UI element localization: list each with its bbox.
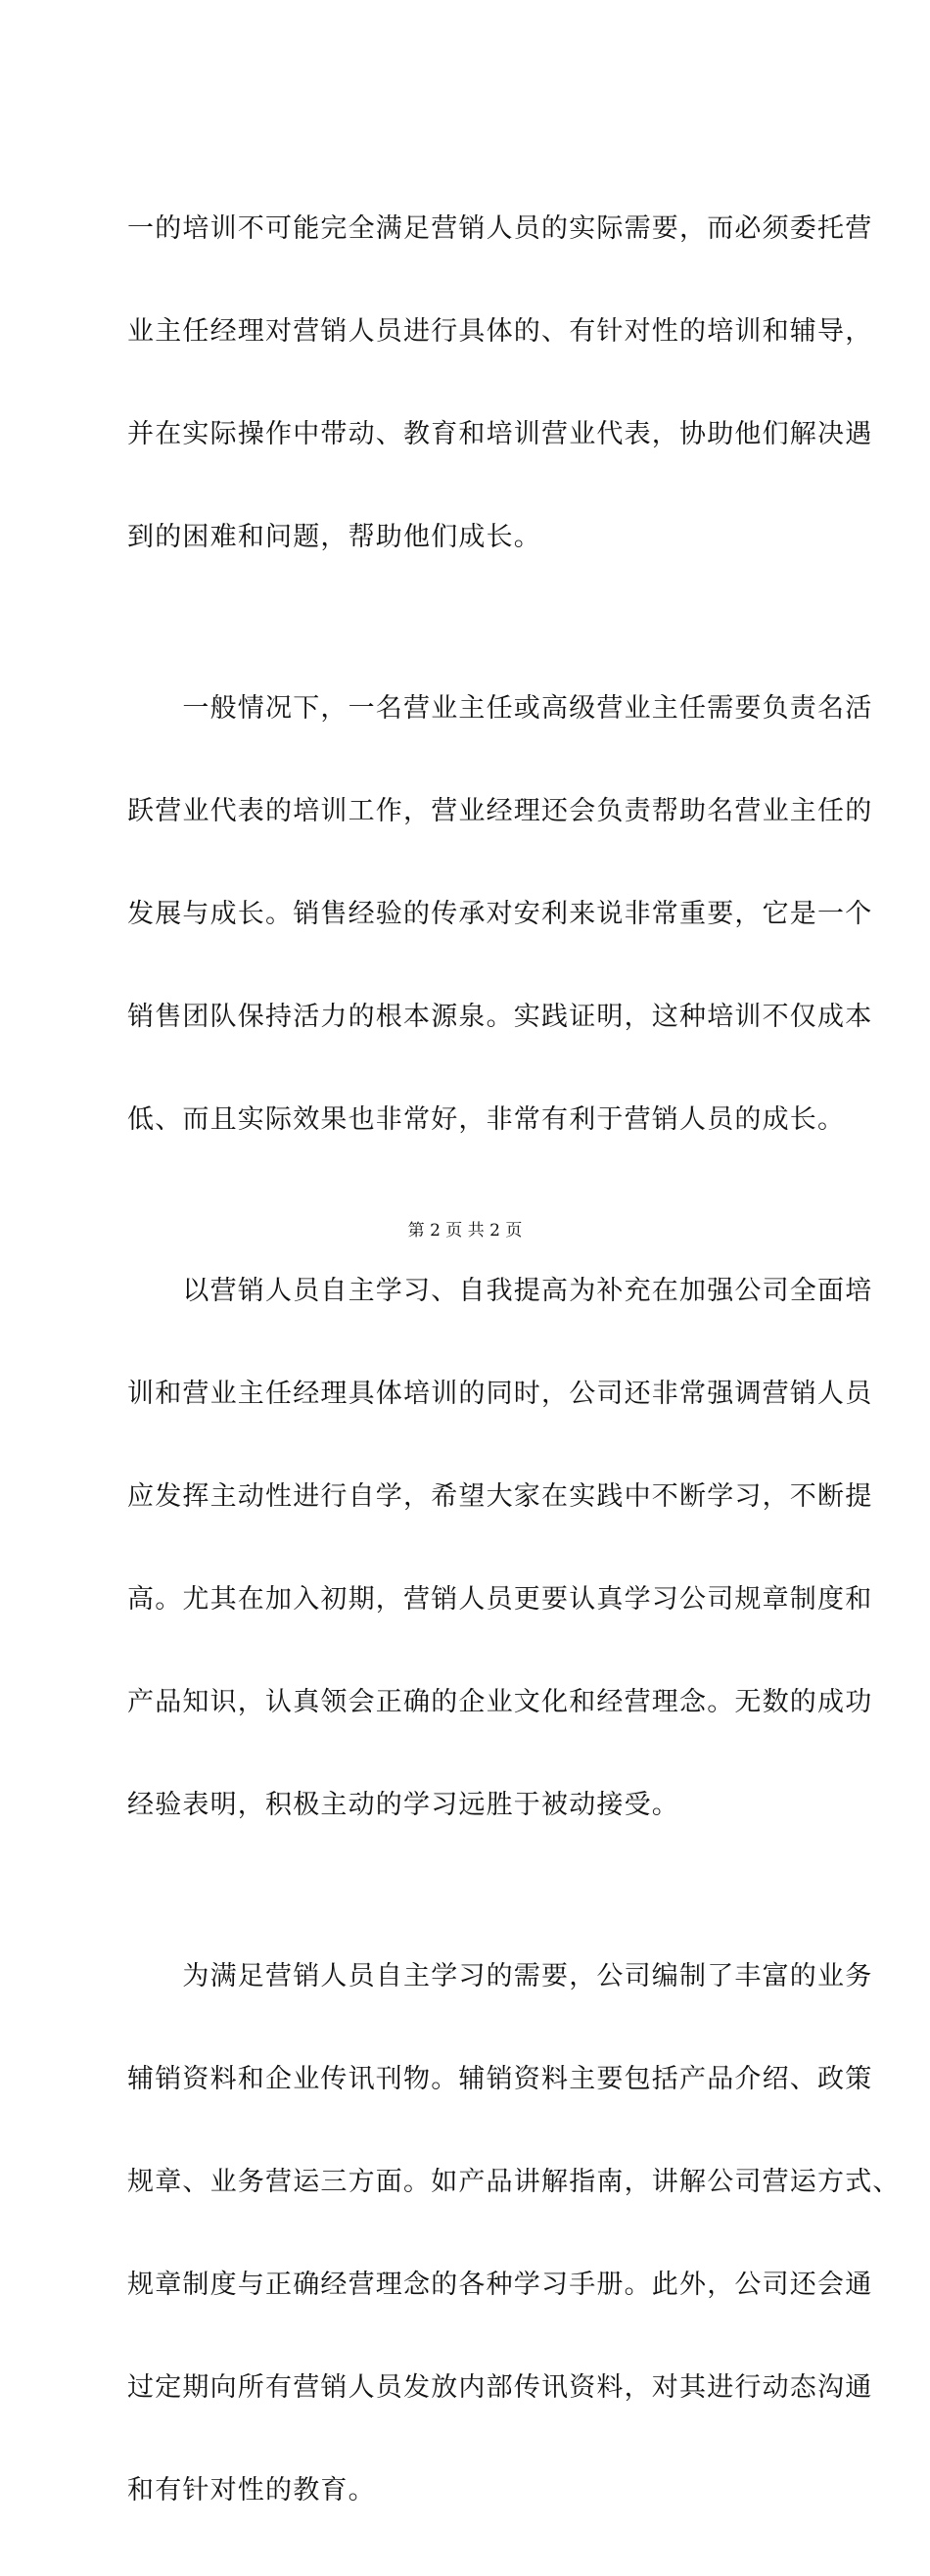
text-line: 销售团队保持活力的根本源泉。实践证明，这种培训不仅成本: [127, 1002, 873, 1032]
text-line: 为满足营销人员自主学习的需要，公司编制了丰富的业务: [127, 1961, 873, 1991]
paragraph-3: [127, 1205, 873, 1891]
text-line: 和有针对性的教育。: [127, 2475, 376, 2506]
paragraph-4: [127, 1891, 901, 2576]
page-number-footer: 第 2 页 共 2 页: [407, 1221, 523, 1241]
text-line: 跃营业代表的培训工作，营业经理还会负责帮助名营业主任的: [127, 796, 873, 826]
document-body: [127, 143, 901, 2576]
text-line: 低、而且实际效果也非常好，非常有利于营销人员的成长。: [127, 1104, 846, 1135]
text-line: 高。尤其在加入初期，营销人员更要认真学习公司规章制度和: [127, 1584, 873, 1615]
text-line: 经验表明，积极主动的学习远胜于被动接受。: [127, 1790, 679, 1820]
text-line: 训和营业主任经理具体培训的同时，公司还非常强调营销人员: [127, 1379, 873, 1409]
text-line: 并在实际操作中带动、教育和培训营业代表，协助他们解决遇: [127, 419, 873, 449]
text-line: 规章制度与正确经营理念的各种学习手册。此外，公司还会通: [127, 2270, 873, 2300]
text-line: 应发挥主动性进行自学，希望大家在实践中不断学习，不断提: [127, 1481, 873, 1512]
text-line: 产品知识，认真领会正确的企业文化和经营理念。无数的成功: [127, 1687, 873, 1717]
text-line: 业主任经理对营销人员进行具体的、有针对性的培训和辅导，: [127, 316, 873, 347]
paragraph-1: [127, 143, 873, 623]
text-line: 过定期向所有营销人员发放内部传讯资料，对其进行动态沟通: [127, 2372, 873, 2403]
text-line: 规章、业务营运三方面。如产品讲解指南，讲解公司营运方式、: [127, 2167, 901, 2197]
text-line: 到的困难和问题，帮助他们成长。: [127, 522, 541, 552]
paragraph-2: [127, 623, 873, 1205]
text-line: 以营销人员自主学习、自我提高为补充在加强公司全面培: [127, 1276, 873, 1306]
text-line: 一般情况下，一名营业主任或高级营业主任需要负责名活: [127, 693, 873, 724]
text-line: 一的培训不可能完全满足营销人员的实际需要，而必须委托营: [127, 213, 873, 244]
text-line: 辅销资料和企业传讯刊物。辅销资料主要包括产品介绍、政策: [127, 2064, 873, 2094]
text-line: 发展与成长。销售经验的传承对安利来说非常重要，它是一个: [127, 899, 873, 929]
